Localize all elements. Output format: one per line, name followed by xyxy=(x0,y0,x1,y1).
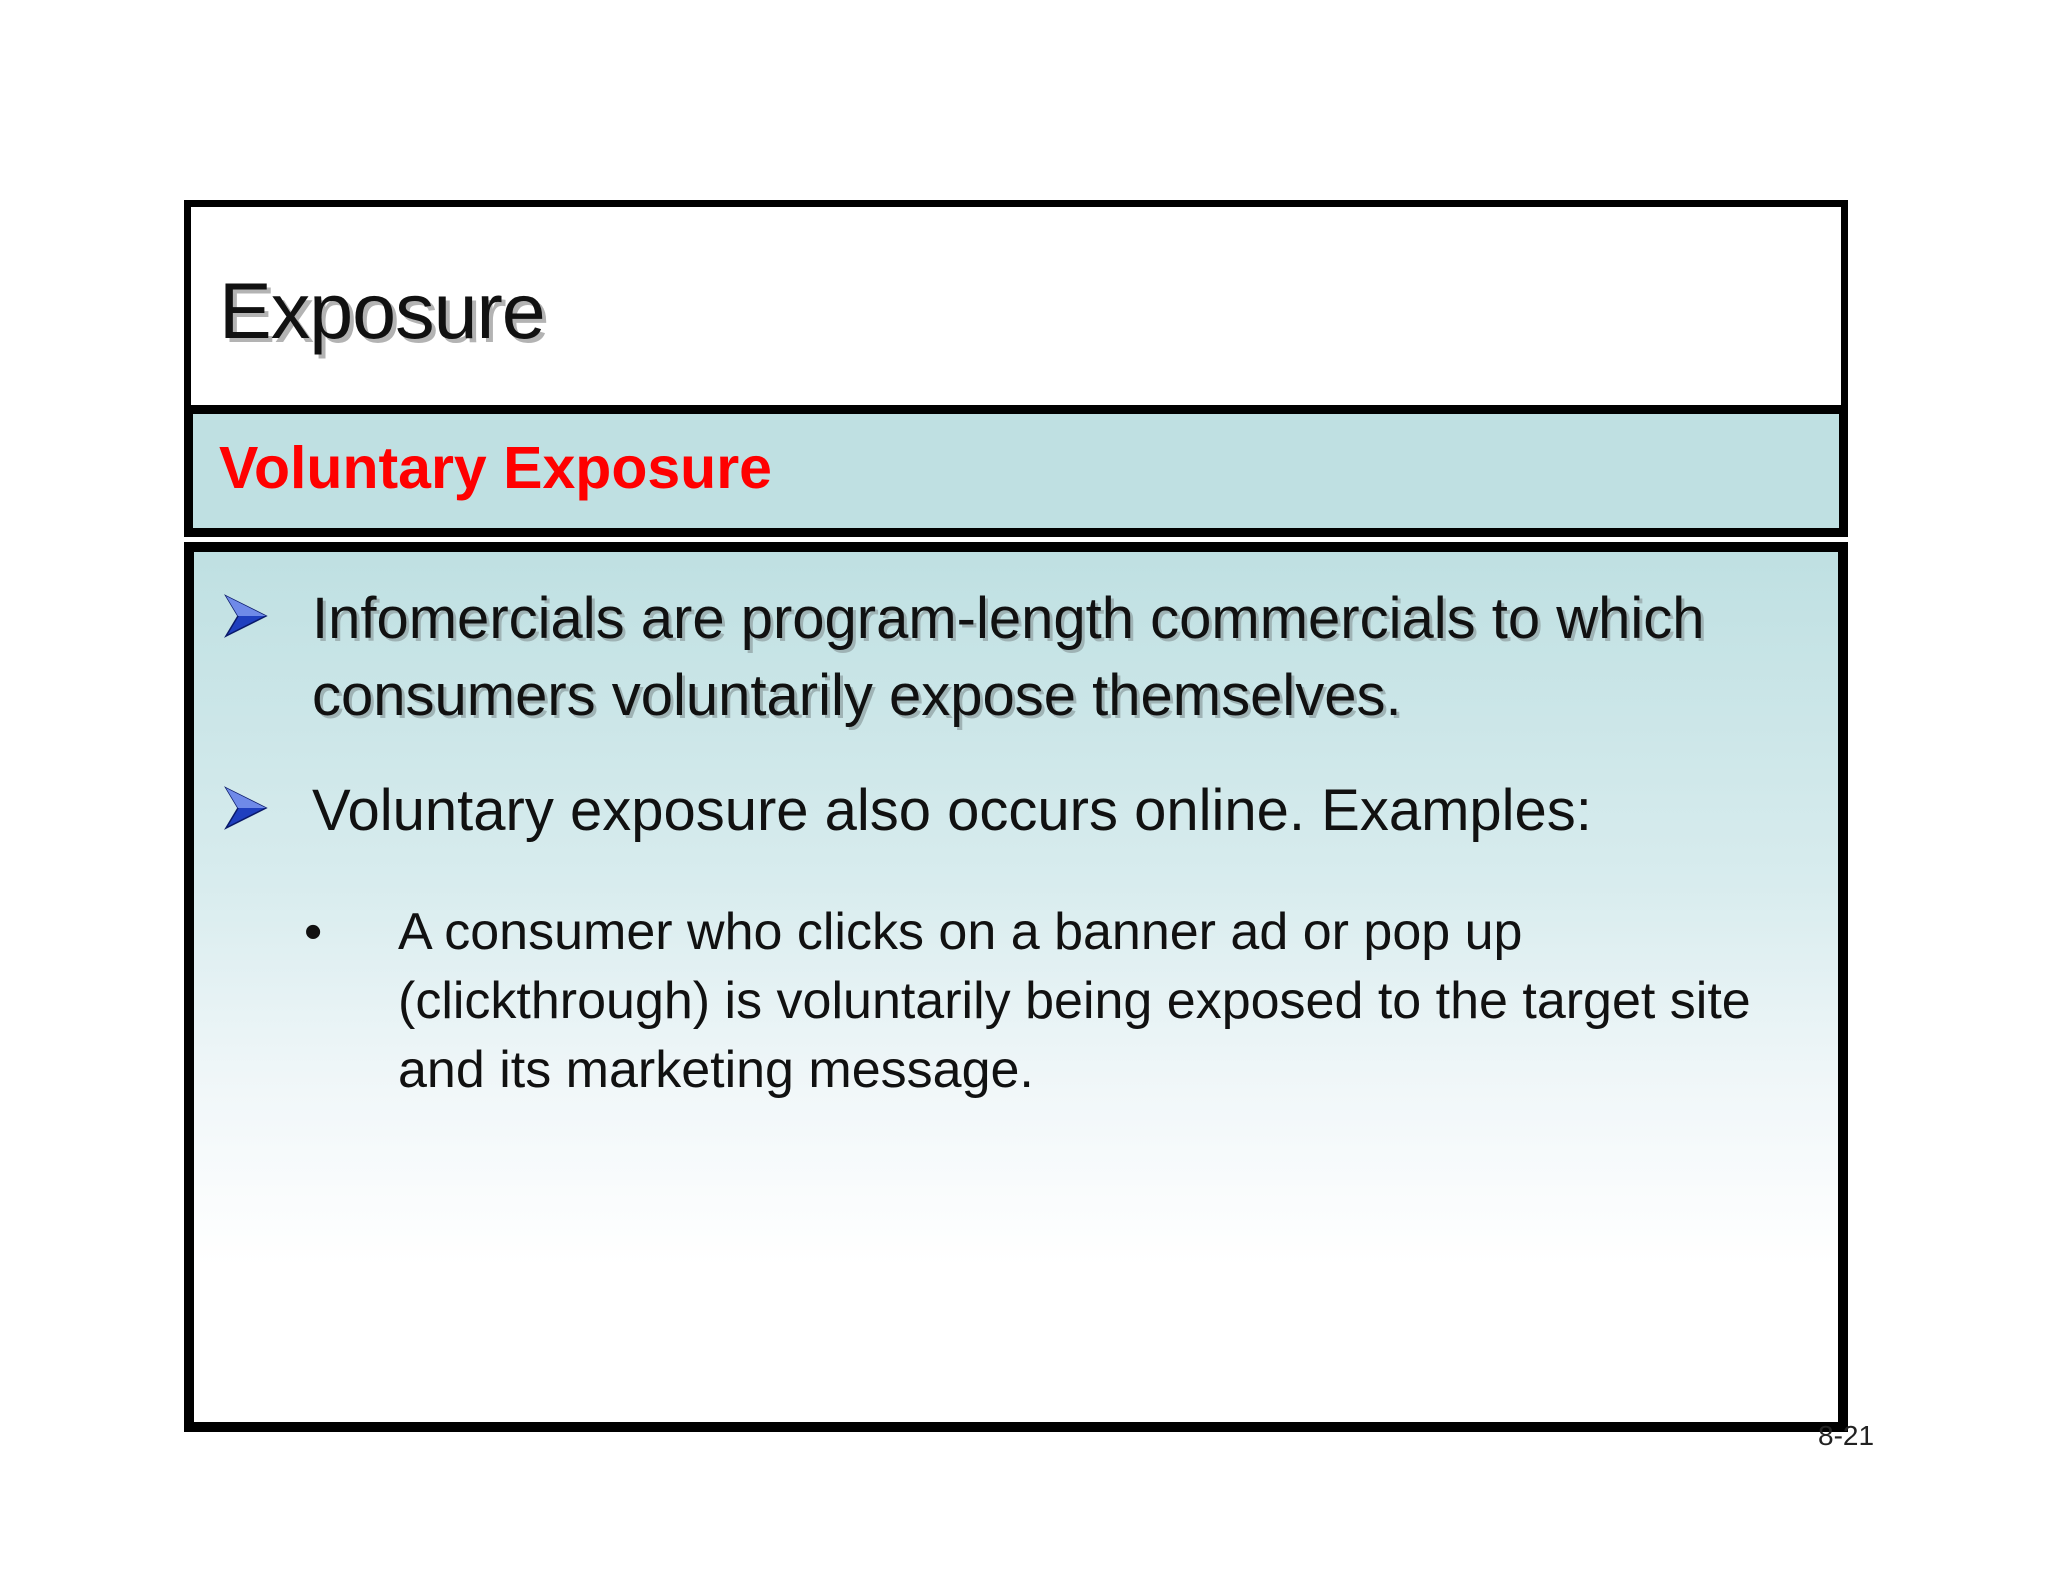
bullet-text: Infomercials are program-length commercials to which consumers voluntarily expose themselves. xyxy=(312,586,1705,728)
page-number: 8-21 xyxy=(1818,1420,1875,1451)
slide-subtitle: Voluntary Exposure xyxy=(219,435,772,501)
arrow-bullet-icon xyxy=(224,786,268,830)
bullet-text: Voluntary exposure also occurs online. Examples: xyxy=(312,778,1592,843)
sub-bullet-marker: • xyxy=(304,903,323,961)
arrow-bullet-icon xyxy=(224,594,268,638)
sub-bullet-text: A consumer who clicks on a banner ad or pop up (clickthrough) is voluntarily being exposed to the target site and its marketing message. xyxy=(398,903,1751,1099)
subtitle-band xyxy=(184,405,1848,537)
slide-title: Exposure xyxy=(219,266,545,355)
content-box xyxy=(184,542,1848,1432)
title-box xyxy=(184,200,1848,405)
